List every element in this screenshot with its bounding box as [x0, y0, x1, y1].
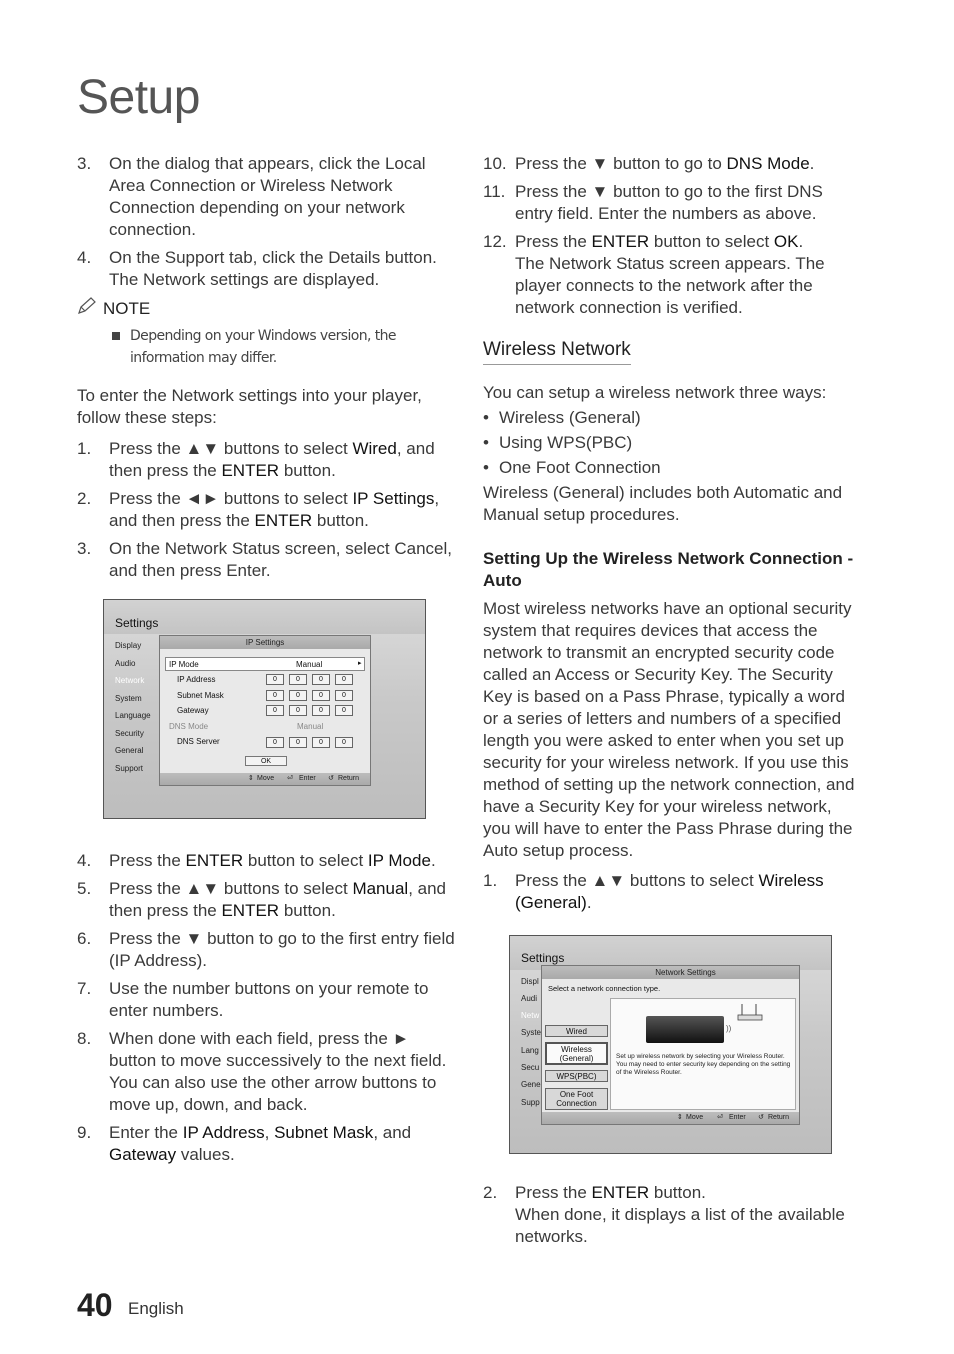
footer-enter: Enter [729, 1114, 746, 1121]
subnet-field[interactable]: 0 [312, 690, 330, 701]
list-item [77, 978, 457, 1022]
menu-item-general: Gene [521, 1080, 541, 1089]
footer-move: Move [257, 775, 275, 782]
screen-title: Settings [115, 616, 159, 630]
return-icon: ↺ [758, 1114, 764, 1121]
step-number: 5. [77, 879, 92, 898]
step-number: 2. [483, 1183, 498, 1202]
menu-item-network: Network [115, 676, 145, 685]
dns-field[interactable]: 0 [312, 737, 330, 748]
bullet-after-text: Wireless (General) includes both Automatic and Manual setup procedures. [483, 483, 843, 524]
step-number: 12. [483, 232, 507, 251]
footer-return: Return [768, 1114, 790, 1121]
bluray-player-image [646, 1016, 724, 1043]
left-steps-a [77, 153, 457, 291]
menu-item-security: Security [115, 729, 144, 738]
step-text: Enter the IP Address, Subnet Mask, and Gateway values. [109, 1123, 412, 1164]
square-bullet-icon [112, 332, 120, 340]
step-text: Press the ENTER button to select OK. The Network Status screen appears. The player connects to the network after the network connection is verified. [515, 232, 825, 317]
wireless-signal-icon: )) [726, 1024, 732, 1033]
dns-server-label: DNS Server [177, 737, 220, 746]
ip-field[interactable]: 0 [266, 674, 284, 685]
dialog-footer [160, 773, 370, 785]
ip-mode-value: Manual [296, 660, 323, 669]
dns-field[interactable]: 0 [335, 737, 353, 748]
dialog-title: IP Settings [160, 636, 370, 649]
menu-item-language: Language [115, 711, 151, 720]
intro-text: To enter the Network settings into your player, follow these steps: [77, 386, 422, 427]
ip-field[interactable]: 0 [335, 674, 353, 685]
list-item [77, 850, 457, 872]
step-text: Press the ▼ button to go to the first DNS entry field. Enter the numbers as above. [515, 182, 823, 223]
step-number: 9. [77, 1123, 92, 1142]
step-number: 2. [77, 489, 92, 508]
list-item: • Wireless (General) [483, 408, 641, 427]
ip-field[interactable]: 0 [289, 674, 307, 685]
menu-item-support: Supp [521, 1098, 540, 1107]
bullet-icon: • [483, 433, 489, 452]
dns-field[interactable]: 0 [289, 737, 307, 748]
menu-item-display: Displ [521, 977, 539, 986]
gateway-field[interactable]: 0 [335, 705, 353, 716]
list-item: • One Foot Connection [483, 458, 661, 477]
info-panel [610, 998, 796, 1110]
step-number: 11. [483, 182, 506, 201]
dns-mode-value: Manual [297, 722, 324, 731]
subnet-field[interactable]: 0 [335, 690, 353, 701]
right-step-2 [483, 1182, 863, 1248]
step-text: When done with each field, press the ► button to move successively to the next field. You can also use the other arrow buttons to move up, down, and back. [109, 1029, 447, 1114]
page-language: English [128, 1299, 184, 1318]
step-text: Press the ◄► buttons to select IP Settings, and then press the ENTER button. [109, 489, 440, 530]
dialog-footer [542, 1112, 799, 1124]
tab-wireless-general[interactable]: Wireless (General) [545, 1042, 608, 1065]
step-text: Press the ENTER button. When done, it displays a list of the available networks. [515, 1183, 845, 1246]
router-icon [736, 1002, 764, 1022]
list-item [483, 1182, 863, 1248]
intro-line: You can setup a wireless network three ways: [483, 383, 827, 402]
arrow-right-icon: ▸ [358, 660, 362, 667]
gateway-field[interactable]: 0 [266, 705, 284, 716]
step-number: 1. [483, 871, 498, 890]
subnet-field[interactable]: 0 [289, 690, 307, 701]
step-text: Press the ▲▼ buttons to select Wired, and then press the ENTER button. [109, 439, 435, 480]
step-number: 10. [483, 154, 507, 173]
subheading: Setting Up the Wireless Network Connection - Auto [483, 549, 854, 590]
gateway-field[interactable]: 0 [289, 705, 307, 716]
section-title: Wireless Network [483, 339, 631, 365]
ip-settings-dialog [159, 635, 371, 786]
tab-wired[interactable]: Wired [545, 1025, 608, 1037]
updown-arrow-icon: ⇕ [248, 775, 254, 782]
step-text: On the Network Status screen, select Cancel, and then press Enter. [109, 539, 452, 580]
list-item [483, 870, 863, 914]
step-number: 8. [77, 1029, 92, 1048]
menu-item-support: Support [115, 764, 144, 773]
right-steps-a [483, 153, 863, 319]
note-heading [77, 297, 150, 320]
dialog-title: Network Settings [542, 966, 799, 979]
ok-button[interactable]: OK [245, 756, 287, 766]
network-settings-screenshot [509, 935, 832, 1154]
step-number: 4. [77, 248, 92, 267]
subnet-field[interactable]: 0 [266, 690, 284, 701]
step-text: Use the number buttons on your remote to enter numbers. [109, 979, 429, 1020]
bullet-icon: • [483, 408, 489, 427]
return-icon: ↺ [328, 775, 334, 782]
right-step-1 [483, 870, 863, 914]
network-settings-dialog [541, 965, 800, 1125]
bullet-icon: • [483, 458, 489, 477]
note-item [77, 325, 457, 369]
list-item [77, 153, 457, 241]
list-item [483, 181, 863, 225]
tab-wps-pbc[interactable]: WPS(PBC) [545, 1070, 608, 1082]
list-item [77, 928, 457, 972]
step-text: Press the ▼ button to go to the first entry field (IP Address). [109, 929, 455, 970]
menu-item-display: Display [115, 641, 142, 650]
menu-item-audio: Audio [115, 659, 136, 668]
menu-item-system: System [115, 694, 142, 703]
wireless-intro [483, 382, 863, 526]
list-item [483, 231, 863, 319]
list-item [77, 247, 457, 291]
step-number: 3. [77, 154, 92, 173]
step-text: On the Support tab, click the Details button. The Network settings are displayed. [109, 248, 437, 289]
note-text: Depending on your Windows version, the information may differ. [130, 328, 396, 366]
list-item [77, 1122, 457, 1166]
menu-item-audio: Audi [521, 994, 538, 1003]
note-label: NOTE [103, 298, 151, 318]
list-item: • Using WPS(PBC) [483, 433, 633, 452]
left-steps-c [77, 850, 457, 1166]
list-item [77, 488, 457, 532]
screen-title: Settings [521, 951, 565, 965]
tab-one-foot-connection[interactable]: One Foot Connection [545, 1088, 608, 1110]
list-item [77, 878, 457, 922]
list-item [483, 153, 863, 175]
step-text: Press the ENTER button to select IP Mode. [109, 851, 436, 870]
step-number: 6. [77, 929, 92, 948]
step-text: Press the ▼ button to go to DNS Mode. [515, 154, 815, 173]
ip-settings-screenshot [103, 599, 426, 819]
menu-item-security: Secu [521, 1063, 540, 1072]
menu-item-language: Lang [521, 1046, 539, 1055]
updown-arrow-icon: ⇕ [677, 1114, 683, 1121]
step-number: 4. [77, 851, 92, 870]
dns-mode-label: DNS Mode [169, 722, 209, 731]
ip-mode-label: IP Mode [169, 660, 199, 669]
page-number: 40 [77, 1287, 113, 1323]
step-text: On the dialog that appears, click the Local Area Connection or Wireless Network Connection depending on your network connection. [109, 154, 426, 239]
subnet-mask-label: Subnet Mask [177, 691, 224, 700]
menu-item-general: General [115, 746, 144, 755]
ip-mode-row[interactable] [165, 657, 365, 671]
left-steps-b [77, 438, 457, 582]
ip-address-label: IP Address [177, 675, 216, 684]
body-paragraph: Most wireless networks have an optional security system that requires devices that access the network to transmit an encrypted security code called an Access or Security Key. The Security Key is based on a Pass Phrase, typically a word or a series of letters and numbers of a specified length you were asked to enter when you set up security for your wireless network. If you use this method of setting up the network connection, and have a Security Key for your wireless network, you will have to enter the Pass Phrase during the Auto setup process. [483, 599, 855, 860]
enter-icon: ⏎ [287, 775, 293, 782]
list-item [77, 538, 457, 582]
footer-return: Return [338, 775, 360, 782]
dns-field[interactable]: 0 [266, 737, 284, 748]
step-number: 1. [77, 439, 92, 458]
page-title: Setup [77, 71, 200, 124]
menu-item-system: Syste [521, 1028, 542, 1037]
footer-move: Move [686, 1114, 704, 1121]
list-item [77, 1028, 457, 1116]
footer-enter: Enter [299, 775, 316, 782]
description-text: Set up wireless network by selecting your Wireless Router. You may need to enter security key depending on the setting of the Wireless Router. [616, 1053, 791, 1076]
enter-icon: ⏎ [717, 1114, 723, 1121]
ip-field[interactable]: 0 [312, 674, 330, 685]
step-number: 3. [77, 539, 92, 558]
list-item [77, 438, 457, 482]
menu-item-network: Netw [521, 1011, 540, 1020]
step-number: 7. [77, 979, 92, 998]
step-text: Press the ▲▼ buttons to select Wireless (General). [515, 871, 824, 912]
gateway-label: Gateway [177, 706, 209, 715]
pencil-icon [77, 297, 103, 320]
step-text: Press the ▲▼ buttons to select Manual, and then press the ENTER button. [109, 879, 447, 920]
gateway-field[interactable]: 0 [312, 705, 330, 716]
prompt-text: Select a network connection type. [548, 984, 661, 993]
